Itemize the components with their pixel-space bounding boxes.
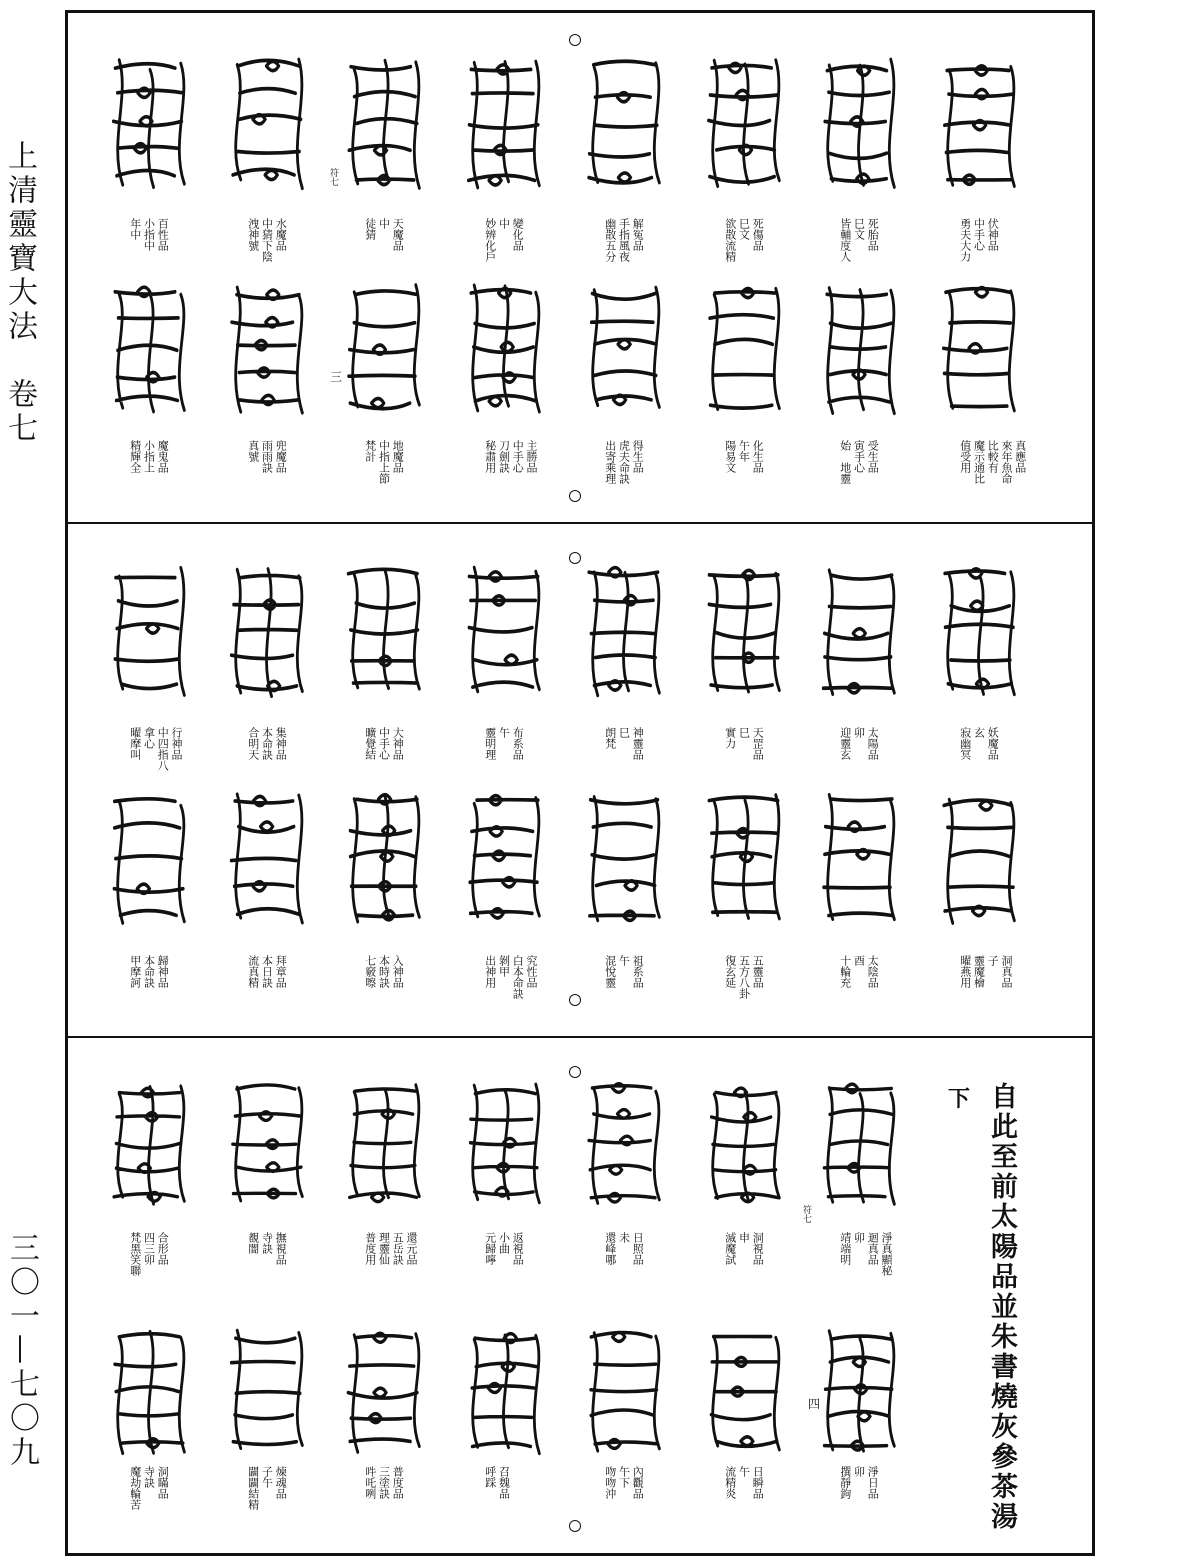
seal-script-talisman-icon xyxy=(224,50,312,200)
talisman-caption: 魔鬼品 小指上 精輝全 xyxy=(128,440,170,473)
section-divider-1 xyxy=(65,522,1095,524)
seal-script-talisman-icon xyxy=(461,558,549,708)
talisman-caption: 入神品 本時訣 七竅嚓 xyxy=(363,955,405,988)
seal-script-talisman-icon xyxy=(341,558,429,708)
seal-script-talisman-icon xyxy=(341,1320,429,1465)
talisman-caption: 日照品 未 還峰哪 xyxy=(603,1232,645,1265)
section-divider-2 xyxy=(65,1036,1095,1038)
seal-script-talisman-icon xyxy=(701,1320,789,1465)
seal-script-talisman-icon xyxy=(341,1075,429,1215)
seal-script-talisman-icon xyxy=(106,1320,194,1465)
seal-script-talisman-icon xyxy=(936,50,1024,200)
talisman-caption: 天魔品 中 徒猜 xyxy=(363,218,405,251)
ring-mark-icon xyxy=(569,34,581,46)
talisman-caption: 內觀品 午下 吻吻沖 xyxy=(603,1466,645,1499)
talisman-caption: 撫視品 寺訣 覩闇 xyxy=(246,1232,288,1265)
seal-script-talisman-icon xyxy=(816,785,904,935)
instruction-tail: 下 xyxy=(948,1086,971,1112)
talisman-caption: 五靈品 五方八卦 復玄延 xyxy=(723,955,765,999)
talisman-caption: 合形品 四三卯 梵黑笑聯 xyxy=(128,1232,170,1276)
instruction-text: 自此至前太陽品並朱書燒灰參茶湯 xyxy=(986,1082,1017,1532)
side-title: 上清靈寶大法 卷七 xyxy=(2,140,37,446)
seal-script-talisman-icon xyxy=(341,275,429,425)
talisman-caption: 真應品 來年魚命 比較有 魔示通比 值受用 xyxy=(958,440,1027,484)
seal-script-talisman-icon xyxy=(701,785,789,935)
margin-number: 四 xyxy=(808,1397,821,1411)
talisman-caption: 集神品 本命訣 合明天 xyxy=(246,727,288,760)
talisman-caption: 百性品 小指中 年中 xyxy=(128,218,170,251)
talisman-caption: 主勝品 中手心 刀劍訣 秘肅用 xyxy=(483,440,538,473)
talisman-caption: 受生品 寅手心 始 地靈 xyxy=(838,440,880,484)
seal-script-talisman-icon xyxy=(816,1320,904,1465)
seal-script-talisman-icon xyxy=(224,1075,312,1215)
seal-script-talisman-icon xyxy=(224,785,312,935)
seal-script-talisman-icon xyxy=(224,558,312,708)
seal-script-talisman-icon xyxy=(581,1075,669,1215)
seal-script-talisman-icon xyxy=(936,275,1024,425)
seal-script-talisman-icon xyxy=(224,275,312,425)
margin-number: 三 xyxy=(330,370,343,384)
seal-script-talisman-icon xyxy=(936,785,1024,935)
talisman-caption: 化生品 午年 陽易文 xyxy=(723,440,765,473)
talisman-caption: 淨日品 卯 撰靜鉤 xyxy=(838,1466,880,1499)
seal-script-talisman-icon xyxy=(581,558,669,708)
seal-script-talisman-icon xyxy=(816,1075,904,1215)
talisman-caption: 洞視品 申 滅魔試 xyxy=(723,1232,765,1265)
talisman-caption: 普度品 三塗訣 吽吒咧 xyxy=(363,1466,405,1499)
talisman-caption: 太陽品 卯 迎靈玄 xyxy=(838,727,880,760)
talisman-caption: 洞真品 子 靈魔檜 曜燕用 xyxy=(958,955,1013,988)
seal-script-talisman-icon xyxy=(701,1075,789,1215)
seal-script-talisman-icon xyxy=(581,50,669,200)
talisman-caption: 太陰品 酉 十輪充 xyxy=(838,955,880,988)
talisman-caption: 返視品 小曲 元歸嚀 xyxy=(483,1232,525,1265)
talisman-caption: 解冤品 手指風夜 幽散五分 xyxy=(603,218,645,262)
ring-mark-icon xyxy=(569,994,581,1006)
seal-script-talisman-icon xyxy=(936,558,1024,708)
seal-script-talisman-icon xyxy=(581,1320,669,1465)
seal-script-talisman-icon xyxy=(461,1320,549,1465)
seal-script-talisman-icon xyxy=(106,275,194,425)
margin-mark: 符七 xyxy=(328,168,338,186)
page-number: 三〇一—七〇九 xyxy=(4,1232,39,1470)
seal-script-talisman-icon xyxy=(816,558,904,708)
talisman-caption: 日瞬品 午 流精炎 xyxy=(723,1466,765,1499)
talisman-caption: 究性品 白本命訣 剝甲 出神用 xyxy=(483,955,538,999)
seal-script-talisman-icon xyxy=(581,275,669,425)
seal-script-talisman-icon xyxy=(461,275,549,425)
margin-mark: 符七 xyxy=(801,1205,811,1223)
talisman-caption: 得生品 虎夫命訣 出寄乘理 xyxy=(603,440,645,484)
talisman-caption: 天罡品 巳 實力 xyxy=(723,727,765,760)
ring-mark-icon xyxy=(569,1520,581,1532)
seal-script-talisman-icon xyxy=(461,50,549,200)
seal-script-talisman-icon xyxy=(106,1075,194,1215)
seal-script-talisman-icon xyxy=(106,558,194,708)
talisman-caption: 伏神品 中手心 勇夫大力 xyxy=(958,218,1000,262)
talisman-caption: 地魔品 中指上節 梵計 xyxy=(363,440,405,484)
talisman-caption: 神靈品 巳 朗梵 xyxy=(603,727,645,760)
talisman-caption: 召魏品 呼踩 xyxy=(483,1466,511,1499)
talisman-caption: 歸神品 本命訣 甲摩訶 xyxy=(128,955,170,988)
ring-mark-icon xyxy=(569,1066,581,1078)
talisman-caption: 水魔品 中猜下陰 洩神號 xyxy=(246,218,288,262)
seal-script-talisman-icon xyxy=(701,558,789,708)
seal-script-talisman-icon xyxy=(816,275,904,425)
ring-mark-icon xyxy=(569,490,581,502)
seal-script-talisman-icon xyxy=(106,785,194,935)
talisman-caption: 祖系品 午 混悅靈 xyxy=(603,955,645,988)
talisman-caption: 行神品 中四指八 拿心 曜摩叫 xyxy=(128,727,183,771)
seal-script-talisman-icon xyxy=(701,50,789,200)
talisman-caption: 死胎品 巳文 皆輔度人 xyxy=(838,218,880,262)
talisman-caption: 洞瞞品 寺訣 魔劫輪苦 xyxy=(128,1466,170,1510)
talisman-caption: 兜魔品 雨雨訣 真號 xyxy=(246,440,288,473)
talisman-caption: 淨真顯秘 迴真品 卯 靖端明 xyxy=(838,1232,893,1276)
talisman-caption: 死傷品 巳文 欲散流精 xyxy=(723,218,765,262)
seal-script-talisman-icon xyxy=(106,50,194,200)
talisman-caption: 變化品 中 妙辨化戶 xyxy=(483,218,525,262)
seal-script-talisman-icon xyxy=(224,1320,312,1465)
seal-script-talisman-icon xyxy=(341,50,429,200)
talisman-caption: 布系品 午 靈明理 xyxy=(483,727,525,760)
talisman-caption: 拜章品 本日訣 流真精 xyxy=(246,955,288,988)
seal-script-talisman-icon xyxy=(461,1075,549,1215)
seal-script-talisman-icon xyxy=(581,785,669,935)
talisman-caption: 還元品 五岳訣 理靈仙 普度用 xyxy=(363,1232,418,1265)
talisman-caption: 大神品 中手心 曠覺結 xyxy=(363,727,405,760)
seal-script-talisman-icon xyxy=(816,50,904,200)
seal-script-talisman-icon xyxy=(701,275,789,425)
talisman-caption: 煉魂品 子午 闢闢結精 xyxy=(246,1466,288,1510)
page-frame xyxy=(65,10,1095,1556)
talisman-caption: 妖魔品 玄 寂幽冥 xyxy=(958,727,1000,760)
seal-script-talisman-icon xyxy=(461,785,549,935)
seal-script-talisman-icon xyxy=(341,785,429,935)
ring-mark-icon xyxy=(569,552,581,564)
